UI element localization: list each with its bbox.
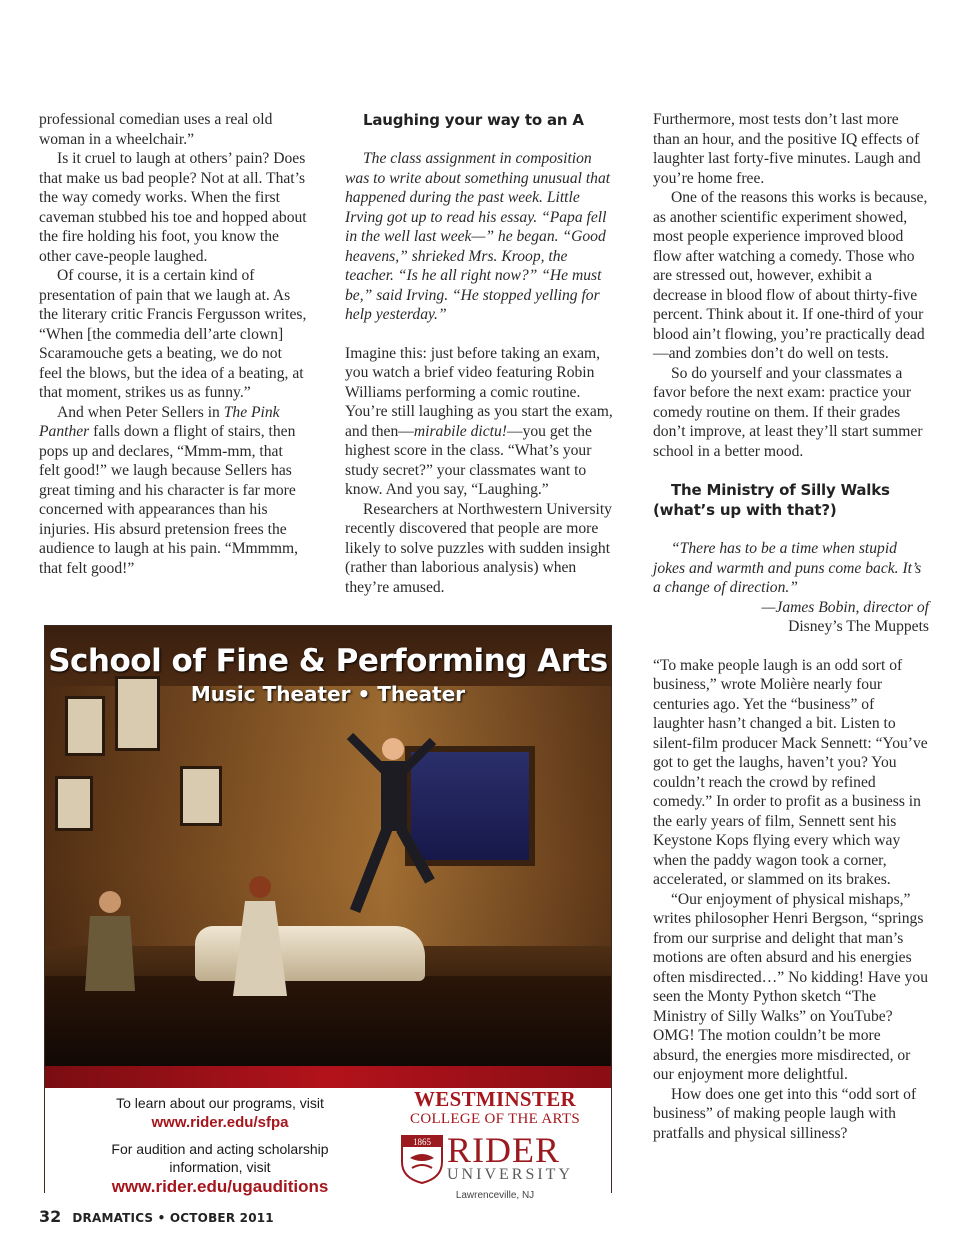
article-column-3: [653, 110, 929, 1143]
westminster-wordmark: WESTMINSTER: [413, 1087, 576, 1111]
magazine-issue: DRAMATICS • OCTOBER 2011: [72, 1211, 274, 1225]
leaping-actor: [345, 721, 435, 931]
body-paragraph: Imagine this: just before taking an exam, you watch a brief video featuring Robin Williams performing a comic routine. You’re still laughing as you start the exam, and then—mirabile dictu!—you get the highest score in the class. “What’s your study secret?” your classmates want to know. And you say, “Laughing.”: [345, 344, 613, 498]
university-wordmark: UNIVERSITY: [447, 1166, 573, 1183]
seal-year: 1865: [413, 1137, 431, 1147]
body-paragraph: How does one get into this “odd sort of business” of making people laugh with pratfalls and physical silliness?: [653, 1085, 917, 1142]
section-heading: Laughing your way to an A: [363, 111, 584, 129]
body-paragraph: Researchers at Northwestern University recently discovered that people are more likely to solve puzzles with sudden insight (rather than laborious analysis) when they’re amused.: [345, 500, 612, 596]
rider-wordmark: RIDER: [447, 1130, 560, 1170]
rider-logo-block: [395, 1088, 595, 1201]
ad-location: Lawrenceville, NJ: [455, 1190, 535, 1201]
body-paragraph: professional comedian uses a real old woman in a wheelchair.”: [39, 111, 273, 148]
body-paragraph: “Our enjoyment of physical mishaps,” writes philosopher Henri Bergson, “springs from our surprise and delight that man’s motions are often absurd and his energies often misdirected…” No kidding! Have you seen the Monty Python sketch “The Ministry of Silly Walks” on YouTube? OMG! The motion couldn’t be more absurd, the energies more misdirected, or our enjoyment more delightful.: [653, 890, 928, 1083]
ad-subtitle: Music Theater • Theater: [190, 682, 466, 706]
sfpa-link[interactable]: www.rider.edu/sfpa: [151, 1114, 289, 1131]
learn-more-text: To learn about our programs, visit: [116, 1095, 324, 1111]
quote-attribution: —James Bobin, director of: [761, 598, 929, 616]
college-of-arts-wordmark: COLLEGE OF THE ARTS: [410, 1111, 580, 1127]
auditions-link[interactable]: www.rider.edu/ugauditions: [111, 1177, 329, 1196]
seated-actress: [225, 871, 295, 1001]
film-title: The Pink Panther: [39, 403, 280, 440]
pull-quote: “There has to be a time when stupid jokes and warmth and puns come back. It’s a change of direction.”: [653, 540, 922, 596]
article-column-2: [345, 110, 613, 597]
article-column-1: [39, 110, 307, 578]
body-paragraph: So do yourself and your classmates a favor before the next exam: practice your comedy routine on them. If their grades don’t improve, at least they’ll start summer school in a better mood.: [653, 364, 923, 460]
wall-poster: [180, 766, 222, 826]
quote-attribution-source: Disney’s The Muppets: [788, 618, 929, 635]
body-paragraph: One of the reasons this works is because, as another scientific experiment showed, most people experience improved blood flow after watching a comedy. Those who are stressed out, however, exhibit a decrease in blood flow of about thirty-five percent. Think about it. If one-third of your blood ain’t flowing, you’re practically dead—and zombies don’t do well on tests.: [653, 189, 928, 362]
body-paragraph: Furthermore, most tests don’t last more than an hour, and the positive IQ effects of laughter last forty-five minutes. Laugh and you’re home free.: [653, 111, 921, 187]
section-heading: The Ministry of Silly Walks (what’s up with that?): [653, 481, 890, 519]
stage-performance-photo: [45, 626, 611, 1066]
body-paragraph: Of course, it is a certain kind of presentation of pain that we laugh at. As the literary critic Francis Fergusson writes, “When [the commedia dell’arte clown] Scaramouche gets a beating, we do not feel the blows, but the idea of a beating, at that moment, strikes us as funny.”: [39, 267, 307, 401]
body-paragraph: Is it cruel to laugh at others’ pain? Does that make us bad people? Not at all. That’s the way comedy works. When the first caveman stubbed his toe and hopped about the fire holding his foot, you know the other cave-people laughed.: [39, 150, 307, 265]
body-paragraph: And when Peter Sellers in The Pink Panther falls down a flight of stairs, then pops up and declares, “Mmm-mm, that felt good!” we laugh because Sellers has great timing and his character is far more concerned with appearances than his injuries. His absurd pretension frees the audience to laugh at his pain. “Mmmmm, that felt good!”: [39, 403, 298, 577]
seated-actor: [75, 886, 145, 996]
ad-red-band: [45, 1066, 611, 1088]
ad-contact-panel: [45, 1087, 611, 1201]
audition-text: For audition and acting scholarship information, visit: [111, 1141, 329, 1175]
ad-contact-info: [75, 1094, 365, 1198]
rider-shield-icon: [400, 1134, 444, 1184]
body-paragraph: “To make people laugh is an odd sort of business,” wrote Molière nearly four centuries ago. Yet the “business” of laughter hasn’t changed a bit. Listen to silent-film producer Mack Sennett: “You’ve got to get the laughs, haven’t you? You couldn’t reach the crowd by refined comedy.” In order to profit as a business in the early years of film, Sennett sent his Keystone Kops flying every which way when the paddy wagon took a corner, accelerated, or slammed on its brakes.: [653, 656, 928, 888]
rider-university-advertisement: [44, 625, 612, 1201]
page-footer: [39, 1207, 274, 1226]
ad-title: School of Fine & Performing Arts: [48, 643, 608, 679]
wall-poster: [55, 776, 93, 831]
page-number: 32: [39, 1207, 62, 1226]
joke-sidebar: The class assignment in composition was to write about something unusual that happened during the past week. Little Irving got up to read his essay. “Papa fell in the well last week—” he began. “Good heavens,” shrieked Mrs. Kroop, the teacher. “Is he all right now?” “He must be,” said Irving. “He stopped yelling for help yesterday.”: [345, 150, 611, 323]
